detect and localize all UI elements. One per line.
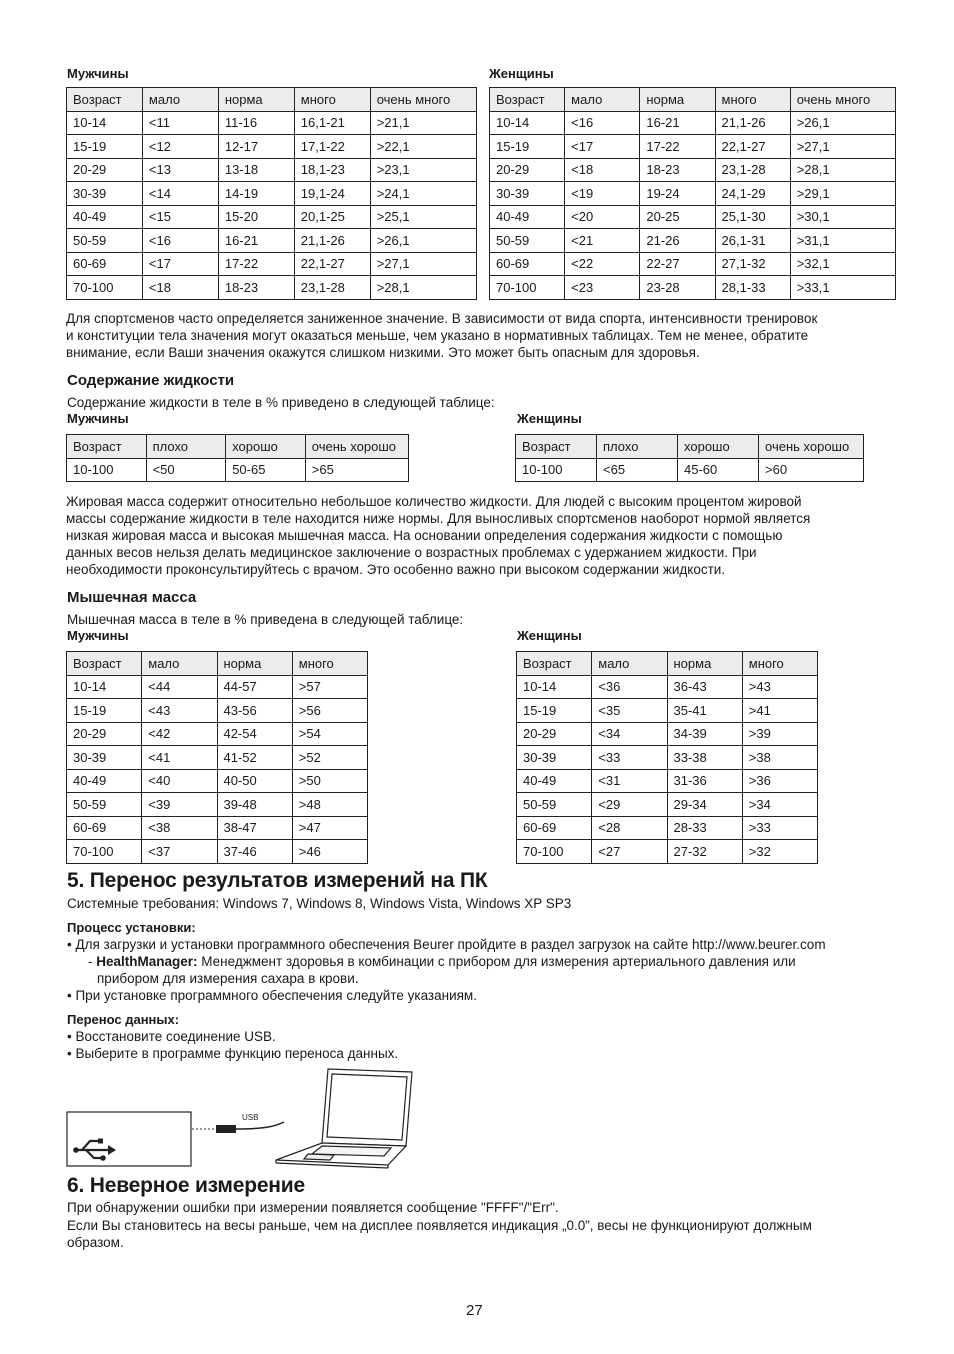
table-cell: >50: [292, 769, 367, 793]
table-header-cell: мало: [142, 88, 218, 112]
table-header-cell: норма: [218, 88, 294, 112]
table-cell: 18-23: [640, 158, 715, 182]
table-row: [490, 205, 896, 229]
table-cell: 20-29: [517, 722, 592, 746]
section5-title: 5. Перенос результатов измерений на ПК: [67, 869, 488, 892]
table-cell: 70-100: [67, 276, 143, 300]
table-row: [490, 111, 896, 135]
table-cell: 20-29: [67, 158, 143, 182]
table-row: [67, 158, 477, 182]
table-cell: 19-24: [640, 182, 715, 206]
table-header-row: [67, 435, 409, 459]
table-header-cell: норма: [217, 652, 292, 676]
table-cell: 33-38: [667, 746, 742, 770]
table-header-row: [67, 88, 477, 112]
table-header-cell: плохо: [597, 435, 678, 459]
table-cell: >46: [292, 840, 367, 864]
table-header-cell: Возраст: [67, 652, 142, 676]
table-cell: >38: [742, 746, 817, 770]
table-header-cell: Возраст: [490, 88, 565, 112]
table-row: [517, 769, 818, 793]
table-cell: 30-39: [517, 746, 592, 770]
bmi-women-label: Женщины: [489, 66, 554, 81]
table-row: [517, 793, 818, 817]
table-header-cell: мало: [142, 652, 217, 676]
table-cell: >54: [292, 722, 367, 746]
table-cell: 27-32: [667, 840, 742, 864]
table-cell: 21-26: [640, 229, 715, 253]
table-header-cell: хорошо: [678, 435, 759, 459]
table-row: [67, 111, 477, 135]
table-cell: >57: [292, 675, 367, 699]
table-cell: 10-14: [517, 675, 592, 699]
table-cell: <16: [565, 111, 640, 135]
muscle-intro: Мышечная масса в теле в % приведена в следующей таблице:: [67, 612, 464, 627]
table-row: [517, 722, 818, 746]
table-cell: 16-21: [218, 229, 294, 253]
usb-label: USB: [242, 1113, 259, 1122]
table-cell: 31-36: [667, 769, 742, 793]
table-cell: >24,1: [370, 182, 476, 206]
table-cell: 60-69: [490, 252, 565, 276]
table-cell: >41: [742, 699, 817, 723]
table-row: [516, 458, 864, 482]
early-step-line-cont: образом.: [67, 1235, 124, 1250]
install-title: Процесс установки:: [67, 920, 196, 935]
table-cell: 17,1-22: [294, 135, 370, 159]
table-cell: <19: [565, 182, 640, 206]
table-cell: 12-17: [218, 135, 294, 159]
table-cell: >43: [742, 675, 817, 699]
table-header-cell: мало: [565, 88, 640, 112]
table-cell: 26,1-31: [715, 229, 790, 253]
table-cell: 60-69: [517, 816, 592, 840]
table-row: [67, 229, 477, 253]
table-row: [67, 769, 368, 793]
water-title: Содержание жидкости: [67, 372, 235, 389]
table-cell: 20,1-25: [294, 205, 370, 229]
table-header-cell: Возраст: [517, 652, 592, 676]
table-cell: 50-59: [67, 229, 143, 253]
table-cell: <33: [592, 746, 667, 770]
table-header-row: [67, 652, 368, 676]
table-cell: <14: [142, 182, 218, 206]
table-cell: <31: [592, 769, 667, 793]
table-cell: <11: [142, 111, 218, 135]
table-row: [67, 182, 477, 206]
table-row: [67, 699, 368, 723]
table-cell: 60-69: [67, 252, 143, 276]
table-cell: 50-59: [67, 793, 142, 817]
table-cell: 21,1-26: [715, 111, 790, 135]
table-cell: 40-49: [67, 205, 143, 229]
table-row: [67, 840, 368, 864]
muscle-title: Мышечная масса: [67, 589, 197, 606]
table-cell: 40-49: [517, 769, 592, 793]
usb-plug: [216, 1125, 236, 1133]
table-row: [67, 675, 368, 699]
table-cell: 29-34: [667, 793, 742, 817]
table-cell: 10-14: [67, 675, 142, 699]
table-cell: 36-43: [667, 675, 742, 699]
table-cell: 34-39: [667, 722, 742, 746]
table-header-cell: много: [292, 652, 367, 676]
table-cell: <41: [142, 746, 217, 770]
table-header-cell: очень хорошо: [305, 435, 408, 459]
table-row: [67, 252, 477, 276]
muscle-men-table: [66, 651, 368, 864]
table-header-cell: очень много: [790, 88, 895, 112]
table-cell: 41-52: [217, 746, 292, 770]
bmi-women-table: [489, 87, 896, 300]
early-step-line: Если Вы становитесь на весы раньше, чем на дисплее появляется индикация „0.0”, весы не функционируют должным: [67, 1218, 812, 1233]
water-women-table: [515, 434, 864, 482]
table-header-cell: мало: [592, 652, 667, 676]
table-cell: 17-22: [218, 252, 294, 276]
table-cell: 15-20: [218, 205, 294, 229]
table-header-cell: Возраст: [516, 435, 597, 459]
table-cell: 70-100: [490, 276, 565, 300]
table-cell: <43: [142, 699, 217, 723]
install-step-follow: • При установке программного обеспечения следуйте указаниям.: [67, 988, 477, 1003]
transfer-step-usb: • Восстановите соединение USB.: [67, 1029, 276, 1044]
table-cell: 70-100: [67, 840, 142, 864]
table-cell: >56: [292, 699, 367, 723]
table-cell: <50: [146, 458, 226, 482]
table-cell: 38-47: [217, 816, 292, 840]
table-cell: 23,1-28: [294, 276, 370, 300]
table-cell: 37-46: [217, 840, 292, 864]
table-cell: 10-100: [67, 458, 147, 482]
table-cell: 28,1-33: [715, 276, 790, 300]
table-cell: 43-56: [217, 699, 292, 723]
table-row: [490, 252, 896, 276]
table-row: [67, 793, 368, 817]
table-cell: <13: [142, 158, 218, 182]
install-step-download: • Для загрузки и установки программного обеспечения Beurer пройдите в раздел загрузок на сайте http://www.beurer.com: [67, 937, 826, 952]
scale-device: [67, 1112, 191, 1166]
table-cell: >28,1: [790, 158, 895, 182]
table-cell: <38: [142, 816, 217, 840]
table-cell: 40-49: [67, 769, 142, 793]
table-cell: <39: [142, 793, 217, 817]
table-cell: 23-28: [640, 276, 715, 300]
table-cell: >26,1: [370, 229, 476, 253]
error-message-line: При обнаружении ошибки при измерении появляется сообщение "FFFF"/"Err".: [67, 1200, 559, 1215]
table-cell: 16-21: [640, 111, 715, 135]
table-cell: <34: [592, 722, 667, 746]
muscle-men-label: Мужчины: [67, 628, 129, 643]
table-cell: <17: [142, 252, 218, 276]
table-cell: 27,1-32: [715, 252, 790, 276]
table-row: [67, 722, 368, 746]
transfer-title: Перенос данных:: [67, 1012, 180, 1027]
bmi-men-table: [66, 87, 477, 300]
table-cell: 25,1-30: [715, 205, 790, 229]
table-header-cell: очень хорошо: [759, 435, 864, 459]
table-header-cell: плохо: [146, 435, 226, 459]
table-cell: 39-48: [217, 793, 292, 817]
table-header-cell: много: [294, 88, 370, 112]
table-cell: 20-29: [67, 722, 142, 746]
table-cell: <18: [142, 276, 218, 300]
table-cell: <20: [565, 205, 640, 229]
table-row: [67, 276, 477, 300]
hm-text: Менеджмент здоровья в комбинации с прибором для измерения артериального давления или: [197, 954, 796, 969]
table-cell: >30,1: [790, 205, 895, 229]
table-cell: 50-59: [490, 229, 565, 253]
table-cell: <65: [597, 458, 678, 482]
hm-prefix: -: [88, 954, 97, 969]
table-cell: >34: [742, 793, 817, 817]
table-cell: >32: [742, 840, 817, 864]
table-cell: >26,1: [790, 111, 895, 135]
bmi-note: Для спортсменов часто определяется заниженное значение. В зависимости от вида спорта, интенсивности тренировок и конституции тела значения могут оказаться меньше, чем указано в нормативных таблицах. Тем не менее, обратите внимание, если Ваши значения окажутся слишком низкими. Это может быть опасным для здоровья.: [66, 311, 818, 360]
table-cell: <12: [142, 135, 218, 159]
water-men-table: [66, 434, 409, 482]
table-cell: 16,1-21: [294, 111, 370, 135]
table-cell: 23,1-28: [715, 158, 790, 182]
table-cell: >28,1: [370, 276, 476, 300]
table-header-cell: много: [715, 88, 790, 112]
table-cell: 19,1-24: [294, 182, 370, 206]
table-cell: 40-50: [217, 769, 292, 793]
table-row: [67, 205, 477, 229]
table-cell: 22,1-27: [294, 252, 370, 276]
table-row: [517, 816, 818, 840]
table-cell: <17: [565, 135, 640, 159]
muscle-women-table: [516, 651, 818, 864]
table-cell: >25,1: [370, 205, 476, 229]
table-cell: >21,1: [370, 111, 476, 135]
table-cell: 42-54: [217, 722, 292, 746]
table-header-cell: норма: [640, 88, 715, 112]
install-healthmanager-cont: прибором для измерения сахара в крови.: [97, 971, 359, 986]
table-cell: <42: [142, 722, 217, 746]
table-cell: 45-60: [678, 458, 759, 482]
table-header-cell: Возраст: [67, 88, 143, 112]
table-cell: >31,1: [790, 229, 895, 253]
table-cell: 22-27: [640, 252, 715, 276]
laptop-illustration: [276, 1069, 412, 1168]
table-cell: 15-19: [67, 135, 143, 159]
table-cell: <29: [592, 793, 667, 817]
table-cell: 70-100: [517, 840, 592, 864]
table-cell: <40: [142, 769, 217, 793]
table-row: [517, 699, 818, 723]
table-cell: <27: [592, 840, 667, 864]
table-cell: 21,1-26: [294, 229, 370, 253]
install-healthmanager: [88, 953, 796, 970]
table-cell: >27,1: [370, 252, 476, 276]
table-cell: 22,1-27: [715, 135, 790, 159]
table-row: [67, 135, 477, 159]
table-header-cell: очень много: [370, 88, 476, 112]
table-cell: 50-59: [517, 793, 592, 817]
table-cell: <28: [592, 816, 667, 840]
table-cell: 20-25: [640, 205, 715, 229]
table-cell: <23: [565, 276, 640, 300]
table-cell: 50-65: [226, 458, 306, 482]
table-row: [490, 276, 896, 300]
hm-name: HealthManager:: [96, 954, 198, 969]
table-cell: <35: [592, 699, 667, 723]
section6-title: 6. Неверное измерение: [67, 1174, 305, 1197]
table-cell: 60-69: [67, 816, 142, 840]
table-cell: >60: [759, 458, 864, 482]
table-cell: >47: [292, 816, 367, 840]
table-header-cell: Возраст: [67, 435, 147, 459]
table-cell: >48: [292, 793, 367, 817]
table-cell: 30-39: [490, 182, 565, 206]
table-row: [490, 229, 896, 253]
table-cell: 20-29: [490, 158, 565, 182]
table-cell: <15: [142, 205, 218, 229]
table-row: [490, 182, 896, 206]
water-men-label: Мужчины: [67, 411, 129, 426]
table-cell: >36: [742, 769, 817, 793]
table-cell: 13-18: [218, 158, 294, 182]
table-header-cell: много: [742, 652, 817, 676]
table-cell: 30-39: [67, 746, 142, 770]
table-cell: 10-14: [67, 111, 143, 135]
water-women-label: Женщины: [517, 411, 582, 426]
table-header-row: [516, 435, 864, 459]
table-header-cell: хорошо: [226, 435, 306, 459]
table-row: [490, 135, 896, 159]
table-cell: 24,1-29: [715, 182, 790, 206]
table-cell: 35-41: [667, 699, 742, 723]
muscle-women-label: Женщины: [517, 628, 582, 643]
table-row: [490, 158, 896, 182]
table-row: [67, 816, 368, 840]
table-cell: >52: [292, 746, 367, 770]
table-row: [67, 746, 368, 770]
table-cell: <18: [565, 158, 640, 182]
table-cell: <21: [565, 229, 640, 253]
table-cell: >33,1: [790, 276, 895, 300]
table-cell: 44-57: [217, 675, 292, 699]
table-cell: >23,1: [370, 158, 476, 182]
table-row: [67, 458, 409, 482]
system-requirements: Системные требования: Windows 7, Windows 8, Windows Vista, Windows XP SP3: [67, 896, 572, 911]
water-intro: Содержание жидкости в теле в % приведено в следующей таблице:: [67, 395, 495, 410]
usb-cable: [236, 1122, 284, 1129]
table-row: [517, 675, 818, 699]
table-cell: 15-19: [517, 699, 592, 723]
table-cell: >33: [742, 816, 817, 840]
table-cell: 10-100: [516, 458, 597, 482]
table-cell: 10-14: [490, 111, 565, 135]
table-cell: <22: [565, 252, 640, 276]
table-cell: <36: [592, 675, 667, 699]
table-cell: 11-16: [218, 111, 294, 135]
page-number: 27: [466, 1302, 483, 1319]
table-cell: >29,1: [790, 182, 895, 206]
table-cell: >27,1: [790, 135, 895, 159]
table-cell: 15-19: [67, 699, 142, 723]
table-cell: >32,1: [790, 252, 895, 276]
table-header-row: [517, 652, 818, 676]
table-cell: 15-19: [490, 135, 565, 159]
table-cell: <16: [142, 229, 218, 253]
water-note: Жировая масса содержит относительно небольшое количество жидкости. Для людей с высоким процентом жировой массы содержание жидкости в теле находится ниже нормы. Для выносливых спортсменов наоборот нормой является низкая жировая масса и высокая мышечная масса. На основании определения содержания жидкости с помощью данных весов нельзя делать медицинское заключение о возрастных проблемах с удержанием жидкости. При необходимости проконсультируйтесь с врачом. Это особенно важно при высоком содержании жидкости.: [66, 494, 811, 577]
table-cell: 28-33: [667, 816, 742, 840]
table-cell: 18-23: [218, 276, 294, 300]
table-row: [517, 746, 818, 770]
table-cell: 30-39: [67, 182, 143, 206]
table-cell: <37: [142, 840, 217, 864]
table-header-cell: норма: [667, 652, 742, 676]
table-cell: 14-19: [218, 182, 294, 206]
table-cell: <44: [142, 675, 217, 699]
table-cell: >65: [305, 458, 408, 482]
table-row: [517, 840, 818, 864]
table-cell: >22,1: [370, 135, 476, 159]
transfer-step-select: • Выберите в программе функцию переноса данных.: [67, 1046, 399, 1061]
table-cell: 40-49: [490, 205, 565, 229]
bmi-men-label: Мужчины: [67, 66, 129, 81]
usb-connection-illustration: [66, 1064, 426, 1170]
table-cell: 18,1-23: [294, 158, 370, 182]
table-header-row: [490, 88, 896, 112]
table-cell: 17-22: [640, 135, 715, 159]
table-cell: >39: [742, 722, 817, 746]
